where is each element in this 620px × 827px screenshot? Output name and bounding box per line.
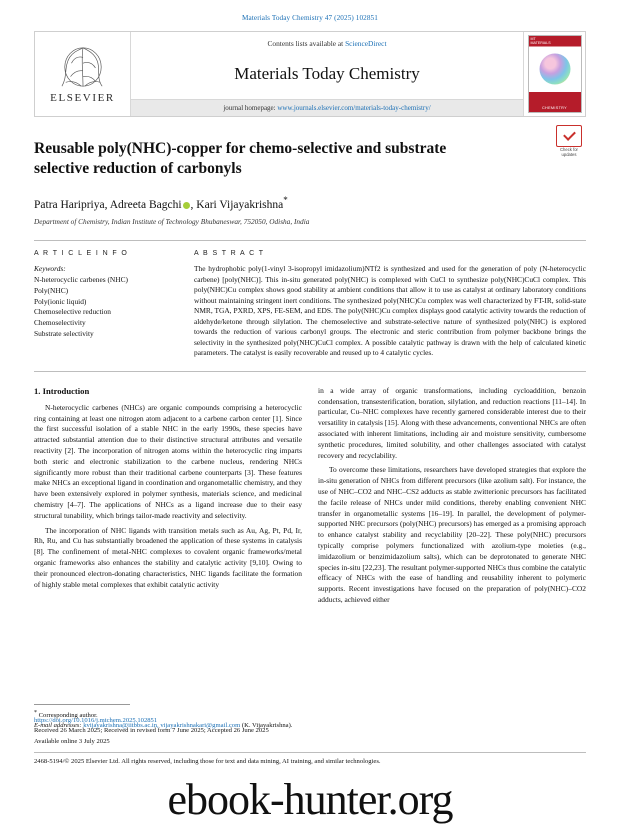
journal-running-head: Materials Today Chemistry 47 (2025) 102851 (242, 14, 378, 22)
homepage-prefix: journal homepage: (223, 104, 278, 112)
email-link[interactable]: kvijayakrishna@iitbbs.ac.in, vijayakrishnakari@gmail.com (83, 722, 241, 730)
body-columns (34, 386, 586, 610)
footnote-label: Corresponding author. (38, 712, 98, 720)
sciencedirect-link[interactable]: ScienceDirect (345, 39, 387, 48)
crossmark-icon (556, 125, 582, 147)
contents-prefix: Contents lists available at (267, 39, 346, 48)
title-block (34, 139, 586, 226)
keywords-label: Keywords: (34, 264, 66, 274)
abstract-heading: A B S T R A C T (194, 250, 265, 258)
history-available: Available online 3 July 2025 (34, 737, 110, 745)
divider-top (34, 240, 586, 241)
history-received: Received 26 March 2025; Received in revised form 7 June 2025; Accepted 26 June 2025 (34, 727, 269, 735)
journal-masthead (34, 31, 586, 117)
publisher-logo (35, 32, 131, 116)
doi-link[interactable]: https://doi.org/10.1016/j.mtchem.2025.102851 (34, 717, 158, 725)
keyword-item: Substrate selectivity (34, 328, 94, 338)
email-owner: (K. Vijayakrishna). (241, 722, 293, 730)
abstract-section (184, 250, 586, 359)
corresponding-marker: * (283, 195, 288, 206)
author-3: Kari Vijayakrishna (196, 199, 284, 212)
masthead-center (131, 32, 523, 116)
page-footer (34, 716, 586, 767)
cover-top-text: MT MATERIALS TODAY (530, 37, 551, 50)
keyword-item: Chemoselectivity (34, 318, 86, 328)
journal-homepage-bar (131, 99, 523, 116)
footer-divider (34, 752, 586, 753)
section-heading-introduction: 1. Introduction (34, 385, 90, 396)
article-info (34, 250, 184, 359)
keyword-item: Poly(ionic liquid) (34, 296, 87, 306)
email-label: E-mail addresses: (34, 722, 82, 730)
homepage-link[interactable]: www.journals.elsevier.com/materials-today-chemistry/ (277, 104, 431, 112)
orcid-icon[interactable] (183, 202, 190, 209)
body-column-right (318, 386, 586, 610)
divider-abstract (34, 371, 586, 372)
paragraph: N-heterocyclic carbenes (NHCs) are organic compounds comprising a heterocyclic ring containing at least one nitrogen atom adjacent to a carbene carbon center [1]. Since the first successful isolation of a stable NHC in the early 1990s, these species have attracted substantial attention due to their distinctive structural attributes and versatile reactivity [2]. The incorporation of nitrogen atoms within the heterocyclic ring imparts both steric and electronic stabilization to the carbene nucleus, rendering NHCs significantly more robust than their traditional carbene counterparts [3]. These features make NHCs an exceptional ligand in coordination and organometallic chemistry, and they have been extensively explored in polymer synthesis, materials science, and medicinal chemistry [4–7]. The applications of NHCs as a ligand increase due to their easy structural tunability, which brings tailor-made reactivity and selectivity. (34, 402, 302, 520)
author-list: Patra Haripriya, Adreeta Bagchi , Kari Vijayakrishna* (34, 195, 288, 212)
publisher-name: ELSEVIER (50, 92, 115, 104)
cover-bottom-text: CHEMISTRY (542, 106, 567, 110)
journal-title: Materials Today Chemistry (234, 63, 420, 83)
abstract-text: The hydrophobic poly(1-vinyl 3-isopropyl imidazolium)NTf2 is synthesized and used for the generation of poly (N-heterocyclic carbene) [poly(NHC)]. This in-situ generated poly(NHC) is complexed with CuCl to synthesize poly(NHC)CuCl complex. This poly(NHC)Cu complex shows good stability at ambient conditions that allow it to use as catalyst at ordinary laboratory conditions without maintaining stringent inert conditions. The synthesized poly(NHC)Cu complex was well characterized by FT-IR, solid-state NMR, TGA, PXRD, XPS, FE-SEM, and EDS. The poly(NHC)Cu complex displays good catalytic activity towards the reduction of aldehyde/ketone through silylation. The chemoselective and substrate-selective nature of synthesized poly(NHC) is explored towards the reduction of various carbonyl groups. The electronic and steric contribution from polymer backbone brings the selectivity in the synthesized poly(NHC)CuCl complex. A possible catalytic pathway is drawn with the help of calculated kinetic parameters. The catalyst is easily recoverable and reused up to 4 catalytic cycles. (194, 264, 586, 358)
article-info-heading: A R T I C L E I N F O (34, 250, 129, 258)
page-title: Reusable poly(NHC)-copper for chemo-selective and substrate selective reduction of carbonyls (34, 140, 447, 178)
watermark: ebook-hunter.org (167, 775, 453, 824)
crossmark-label: Check for updates (560, 147, 578, 157)
affiliation: Department of Chemistry, Indian Institute of Technology Bhubaneswar, 752050, Odisha, India (34, 217, 310, 227)
footnote-divider (34, 704, 130, 705)
paragraph: The incorporation of NHC ligands with transition metals such as Au, Ag, Pt, Pd, Ir, Rh, Ru, and Cu has substantially broadened the application of these systems in catalysis [8]. The confinement of metal-NHC complexes to covalent organic frameworks/metal organic frameworks also enhances the stability and catalytic activity [9,10]. Owing to their pronounced electron-donating characteristics, NHC ligands facilitate the formation of highly stable metal complexes that exhibit catalytic activity (34, 525, 302, 589)
keyword-item: Chemoselective reduction (34, 307, 111, 317)
journal-cover-thumb (523, 32, 585, 116)
cover-graphic (539, 54, 570, 85)
author-2: Adreeta Bagchi (109, 199, 182, 212)
keyword-item: Poly(NHC) (34, 285, 69, 295)
copyright-line: 2468-5194/© 2025 Elsevier Ltd. All rights reserved, including those for text and data mining, AI training, and similar technologies. (34, 757, 381, 765)
paragraph: in a wide array of organic transformations, including cycloaddition, benzoin condensation, transesterification, boration, silylation, and reduction reactions [11–14]. In particular, Cu–NHC complexes have recently garnered considerable interest due to their versatility in catalysis [15]. Along with these advancements, conventional NHCs are often associated with inherent limitations, including air and moisture sensitivity, cumbersome synthetic procedures, limited solubility, and other challenges associated with catalyst recovery and recyclability. (318, 385, 586, 460)
crossmark-badge[interactable] (554, 125, 584, 159)
paragraph: To overcome these limitations, researchers have developed strategies that explore the in-situ generation of NHCs from different precursors (like azolium salt). For instance, the use of NHC–CO2 and NHC–CS2 adducts as stable zwitterionic precursors has facilitated the facile release of NHCs under mild conditions, thereby enabling convenient NHC transfer in organometallic systems [16–19]. In parallel, the development of polymer-supported NHC precursors (poly(NHC) precursors) has emerged as a promising approach to enhance catalyst stability and recyclability [20–22]. These poly(NHC) precursors typically comprise polymers functionalized with azolium-type moieties (e.g., imidazolium or benzimidazolium salts), which can be deprotonated to generate NHC species in-situ [22,23]. The resultant polymer-supported NHCs thus combine the catalytic efficacy of NHCs with the ease of handling and reusability inherent to polymeric supports. Recent investigations have focused on the preparation of poly(NHC)–CO2 adducts, achieved either (318, 465, 586, 604)
info-abstract-row (34, 250, 586, 359)
author-1: Patra Haripriya (34, 199, 105, 212)
body-column-left (34, 386, 302, 610)
footnote-marker: * (34, 710, 37, 717)
contents-line (267, 39, 386, 48)
elsevier-tree-icon (54, 44, 112, 90)
cover-image (528, 35, 582, 113)
keyword-item: N-heterocyclic carbenes (NHC) (34, 275, 128, 285)
